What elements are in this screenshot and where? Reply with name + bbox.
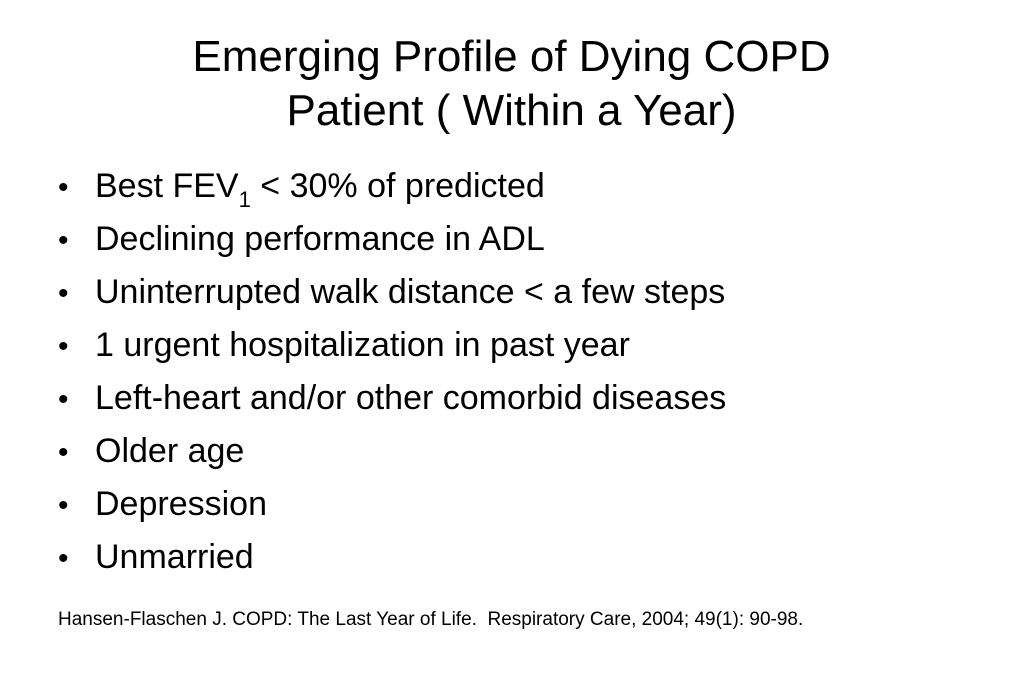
bullet-text [95,160,545,216]
bullet-icon: • [58,171,69,204]
bullet-icon: • [58,330,69,363]
bullet-item-adl [58,213,726,266]
bullet-icon: • [58,542,69,575]
bullet-item-fev1 [58,160,726,213]
bullet-item-depression [58,478,726,531]
bullet-text-prefix: Best FEV [95,167,239,205]
bullet-icon: • [58,277,69,310]
bullet-text: Uninterrupted walk distance < a few steps [95,273,726,311]
bullet-list [58,160,726,584]
bullet-icon: • [58,489,69,522]
bullet-text: Unmarried [95,538,254,576]
bullet-item-hospitalization [58,319,726,372]
bullet-text: Left-heart and/or other comorbid diseases [95,379,727,417]
slide-title-line-2: Patient ( Within a Year) [286,86,737,135]
bullet-text-subscript: 1 [238,187,251,212]
slide-title-line-1: Emerging Profile of Dying COPD [192,32,831,81]
bullet-item-walk-distance [58,266,726,319]
bullet-icon: • [58,383,69,416]
bullet-icon: • [58,436,69,469]
bullet-text: Depression [95,485,267,523]
bullet-item-comorbid [58,372,726,425]
slide-title [0,30,1023,138]
bullet-text: Declining performance in ADL [95,220,545,258]
bullet-icon: • [58,224,69,257]
citation: Hansen-Flaschen J. COPD: The Last Year of Life. Respiratory Care, 2004; 49(1): 90-98. [58,609,804,630]
bullet-text-suffix: < 30% of predicted [250,167,545,205]
bullet-text: Older age [95,432,245,470]
bullet-item-unmarried [58,531,726,584]
bullet-item-older-age [58,425,726,478]
bullet-text: 1 urgent hospitalization in past year [95,326,630,364]
